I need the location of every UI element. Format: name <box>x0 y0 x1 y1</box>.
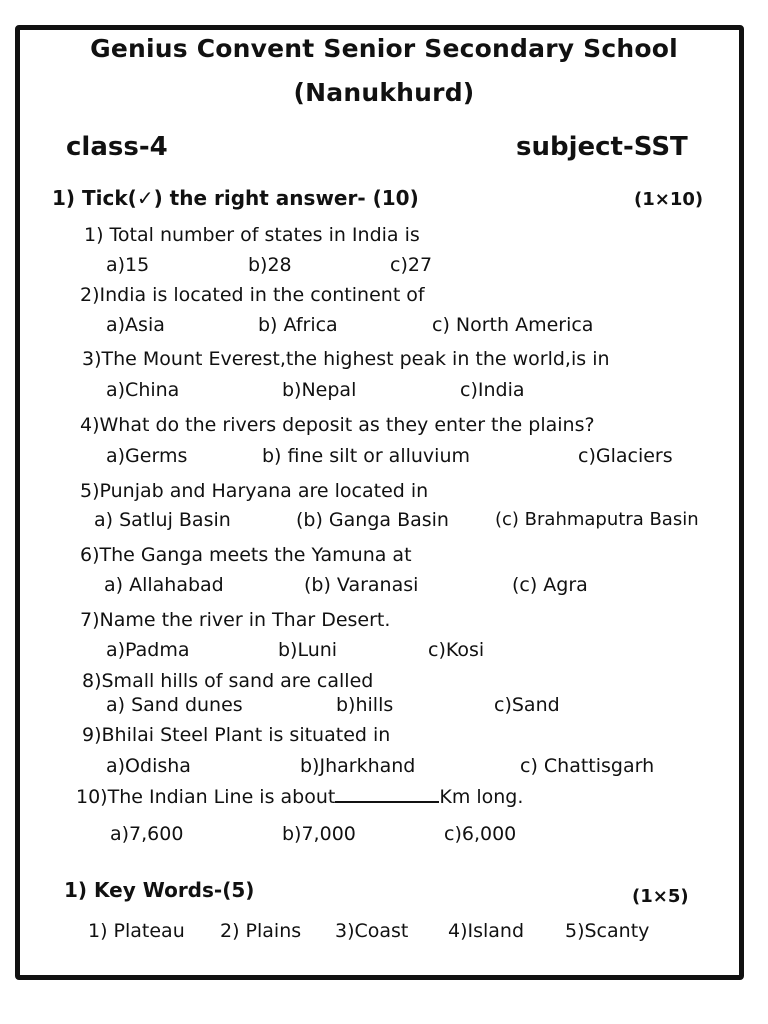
question-10-text-after: Km long. <box>439 786 524 808</box>
question-10-option-b: b)7,000 <box>282 823 356 845</box>
section-heading-keywords: 1) Key Words-(5) <box>64 878 255 902</box>
keyword-4: 4)Island <box>448 920 525 942</box>
keyword-5: 5)Scanty <box>565 920 650 942</box>
question-2-option-b: b) Africa <box>258 314 338 336</box>
question-4-option-a: a)Germs <box>106 445 188 467</box>
class-label: class-4 <box>66 132 168 162</box>
question-10-option-a: a)7,600 <box>110 823 184 845</box>
question-2-option-c: c) North America <box>432 314 594 336</box>
question-9-option-c: c) Chattisgarh <box>520 755 655 777</box>
question-5-option-c: (c) Brahmaputra Basin <box>495 509 699 530</box>
question-6-option-b: (b) Varanasi <box>304 574 419 596</box>
question-7-option-b: b)Luni <box>278 639 338 661</box>
question-7: 7)Name the river in Thar Desert. <box>80 609 391 631</box>
answer-blank-line <box>335 787 439 803</box>
question-10-option-c: c)6,000 <box>444 823 517 845</box>
question-9-option-b: b)Jharkhand <box>300 755 416 777</box>
question-1-option-b: b)28 <box>248 254 292 276</box>
keyword-2: 2) Plains <box>220 920 302 942</box>
question-1-option-a: a)15 <box>106 254 150 276</box>
question-3-option-a: a)China <box>106 379 180 401</box>
section-marks-tick: (1×10) <box>634 189 704 210</box>
question-8-option-b: b)hills <box>336 694 394 716</box>
question-6: 6)The Ganga meets the Yamuna at <box>80 544 412 566</box>
question-9-option-a: a)Odisha <box>106 755 191 777</box>
question-4-option-c: c)Glaciers <box>578 445 673 467</box>
question-5-option-b: (b) Ganga Basin <box>296 509 449 531</box>
question-6-option-a: a) Allahabad <box>104 574 224 596</box>
question-8-option-a: a) Sand dunes <box>106 694 243 716</box>
question-2: 2)India is located in the continent of <box>80 284 425 306</box>
question-5-option-a: a) Satluj Basin <box>94 509 231 531</box>
question-3: 3)The Mount Everest,the highest peak in the world,is in <box>82 348 610 370</box>
question-6-option-c: (c) Agra <box>512 574 588 596</box>
school-location: (Nanukhurd) <box>293 78 475 107</box>
question-9: 9)Bhilai Steel Plant is situated in <box>82 724 391 746</box>
question-3-option-c: c)India <box>460 379 525 401</box>
section-marks-keywords: (1×5) <box>632 886 689 907</box>
keyword-1: 1) Plateau <box>88 920 185 942</box>
question-8-option-c: c)Sand <box>494 694 560 716</box>
question-8: 8)Small hills of sand are called <box>82 670 374 692</box>
section-heading-tick: 1) Tick(✓) the right answer- (10) <box>52 186 419 210</box>
question-3-option-b: b)Nepal <box>282 379 357 401</box>
question-1: 1) Total number of states in India is <box>84 224 420 246</box>
question-7-option-a: a)Padma <box>106 639 190 661</box>
question-4: 4)What do the rivers deposit as they enter the plains? <box>80 414 595 436</box>
school-name: Genius Convent Senior Secondary School <box>90 34 678 63</box>
question-5: 5)Punjab and Haryana are located in <box>80 480 429 502</box>
question-2-option-a: a)Asia <box>106 314 165 336</box>
question-10 <box>76 786 523 808</box>
question-4-option-b: b) fine silt or alluvium <box>262 445 470 467</box>
keyword-3: 3)Coast <box>335 920 409 942</box>
question-1-option-c: c)27 <box>390 254 433 276</box>
question-10-text-before: 10)The Indian Line is about <box>76 786 336 808</box>
question-7-option-c: c)Kosi <box>428 639 485 661</box>
subject-label: subject-SST <box>516 132 688 162</box>
